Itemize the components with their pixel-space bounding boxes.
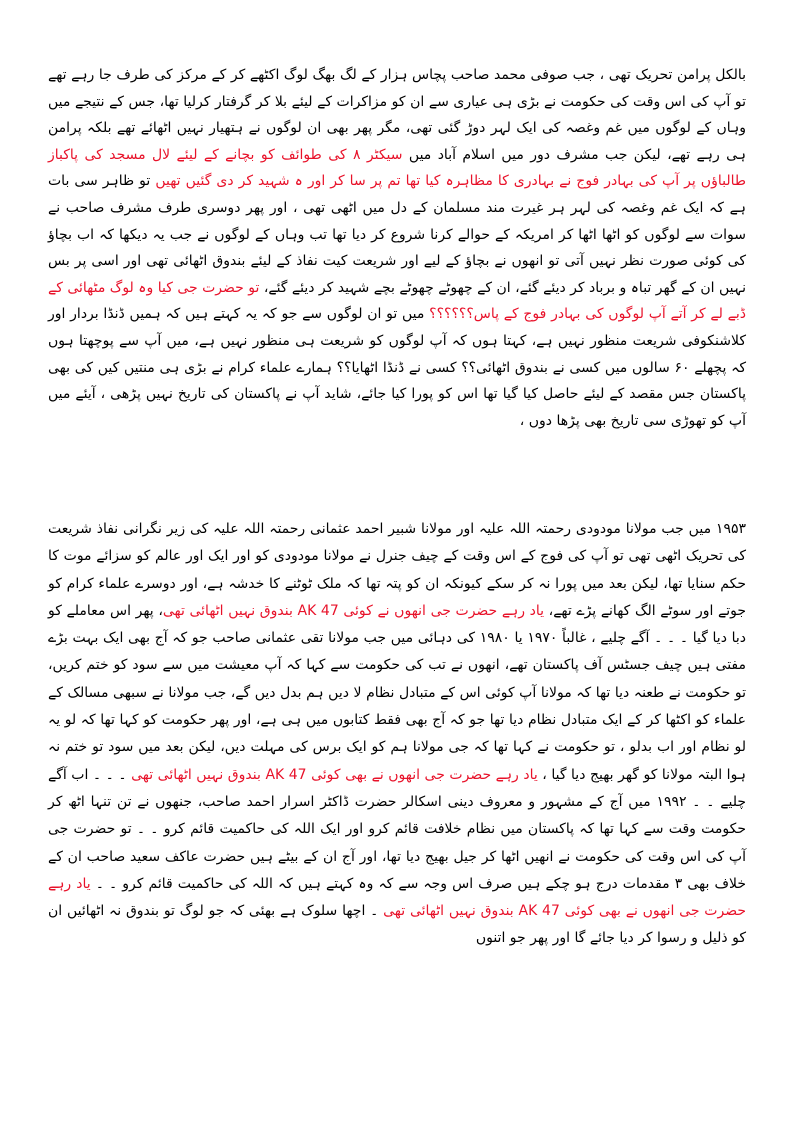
text-run: بالکل پرامن تحریک تھی ، جب صوفی محمد صاحب پچاس ہزار کے لگ بھگ لوگ اکٹھے کر کے مرکز کی طرف جا رہے تھے تو آپ کی اس وقت کی حکومت نے بڑی ہی عیاری سے ان کو مزاکرات کے لیئے بلا کر گرفتار کرلیا تھا، جس کے نتیجے میں وہاں کے لوگوں میں غم وغصہ کی ایک لہر دوڑ گئی تھی، مگر پھر بھی ان لوگوں نے ہتھیار نہیں اٹھائے تھے بلکہ پرامن ہی رہے تھے، لیکن جب مشرف دور میں اسلام آباد میں: [48, 67, 746, 163]
text-run: ۔ ۔ ۔ اب آگے چلیے ۔ ۔ ۱۹۹۲ میں آج کے مشہور و معروف دینی اسکالر حضرت ڈاکٹر اسرار احمد صاحب، جنھوں نے تن تنہا اٹھ کر حکومت وقت سے کہا تھا کہ پاکستان میں نظام خلافت قائم کرو اور ایک اللہ کی حاکمیت قائم کرو ۔ ۔ تو حضرت جی آپ کی اس وقت کی حکومت نے انھیں اٹھا کر جیل بھیج دیا تھا، اور آج ان کے بیٹے ہیں حضرت عاکف سعید صاحب ان کے خلاف بھی ۳ مقدمات درج ہو چکے ہیں صرف اس وجہ سے کہ وہ کہتے ہیں کہ اللہ کی حاکمیت قائم کرو ۔ ۔: [48, 766, 746, 892]
text-run: تو ظاہر سی بات ہے کہ ایک غم وغصہ کی لہر ہر غیرت مند مسلمان کے دل میں اٹھی تھی ، اور پھر دوسری طرف مشرف صاحب نے سوات سے لوگوں کو اٹھا اٹھا کر امریکہ کے حوالے کرنا شروع کر دیا تھا تب وہاں کے لوگوں نے جب یہ دیکھا کہ اب بچاؤ کی کوئی صورت نظر نہیں آتی تو انھوں نے بچاؤ کے لیے اور شریعت کیت نفاذ کے لیئے بندوق اٹھائی تھی اور اسی پر بس نہیں ان کے گھر تباہ و برباد کر دیئے گئے، ان کے چھوٹے چھوٹے بچے شہید کر دیئے گئے،: [48, 173, 747, 296]
paragraph-2: [48, 516, 746, 953]
paragraph-1: [48, 62, 746, 434]
highlighted-text: سیکٹر ۸ کی طوائف کو بچانے کے لیئے لال مسجد کی پاکباز طالباؤں پر آپ کی بہادر فوج نے بہادری کا مظاہرہ کیا تھا تم پر سا کر اور ہ شہید کر دی گئیں تھیں: [48, 146, 746, 190]
text-run: ، پھر اس معاملے کو دبا دیا گیا ۔ ۔ ۔ آگے چلیے ، غالباً ۱۹۷۰ یا ۱۹۸۰ کی دہائی میں جب مولانا تقی عثمانی صاحب جو کہ آج بھی ایک بہت بڑے مفتی ہیں چیف جسٹس آف پاکستان تھے، انھوں نے تب کی حکومت سے کہا کہ آپ معیشت میں سے سود کو ختم کریں، تو حکومت نے طعنہ دیا تھا کہ مولانا آپ کوئی اس کے متبادل نظام لا دیں ہم بدل دیں گے، جب مولانا نے سبھی مسالک کے علماء کو اکٹھا کر کے ایک متبادل نظام دیا تھا جو کہ آج بھی فقط کتابوں میں ہی ہے، اور پھر حکومت کو کہا تھا کہ لو یہ لو نظام اور اب بدلو ، تو حکومت نے کہا تھا کہ جی مولانا ہم کو ایک برس کی مہلت دیں، لیکن بعد میں سود تو ختم نہ ہوا البتہ مولانا کو گھر بھیج دیا گیا ،: [48, 602, 746, 783]
text-run: میں تو ان لوگوں سے جو کہ یہ کہتے ہیں کہ ہمیں ڈنڈا بردار اور کلاشنکوفی شریعت منظور نہیں ہے، کہتا ہوں کہ آپ لوگوں کو شریعت ہی منظور نہیں ہے، میں آپ سے پوچھتا ہوں کہ پچھلے ۶۰ سالوں میں کسی نے بندوق اٹھائی؟؟ کسی نے ڈنڈا اٹھایا؟؟ ہمارے علماء کرام نے بڑی ہی منتیں کیں کی بھی پاکستان جس مقصد کے لیئے حاصل کیا گیا تھا اس کو پورا کیا جائے، شاید آپ نے پاکستان کی تاریخ نہیں پڑھی ، آیئے میں آپ کو تھوڑی سی تاریخ بھی پڑھا دوں ،: [48, 306, 746, 429]
highlighted-text: یاد رہے حضرت جی انھوں نے بھی کوئی AK 47 بندوق نہیں اٹھائی تھی: [48, 875, 747, 920]
highlighted-text: یاد رہے حضرت جی انھوں نے بھی کوئی AK 47 بندوق نہیں اٹھائی تھی: [131, 766, 538, 783]
highlighted-text: تو حضرت جی کیا وہ لوگ مٹھائی کے ڈبے لے کر آتے آپ لوگوں کی بہادر فوج کے پاس؟؟؟؟؟؟: [48, 279, 746, 323]
highlighted-text: یاد رہے حضرت جی انھوں نے کوئی AK 47 بندوق نہیں اٹھائی تھی: [162, 602, 545, 619]
text-run: ۱۹۵۳ میں جب مولانا مودودی رحمتہ اللہ علیہ اور مولانا شبیر احمد عثمانی رحمتہ اللہ علیہ کی زیر نگرانی نفاذ شریعت کی تحریک اٹھی تھی تو آپ کی فوج کے اس وقت کے چیف جنرل نے مولانا مودودی کو اور ایک اور عالم کو سزائے موت کا حکم سنایا تھا، لیکن بعد میں پورا نہ کر سکے کیونکہ ان کو پتہ تھا کہ ملک ٹوٹنے کا خدشہ ہے، اور دوسرے علماء کرام کو جوتے اور سوٹے الگ کھانے پڑے تھے،: [48, 521, 746, 619]
text-run: ۔ اچھا سلوک ہے بھئی کہ جو لوگ تو بندوق نہ اٹھائیں ان کو ذلیل و رسوا کر دیا جائے گا اور پھر جو اتنوں: [48, 903, 746, 947]
